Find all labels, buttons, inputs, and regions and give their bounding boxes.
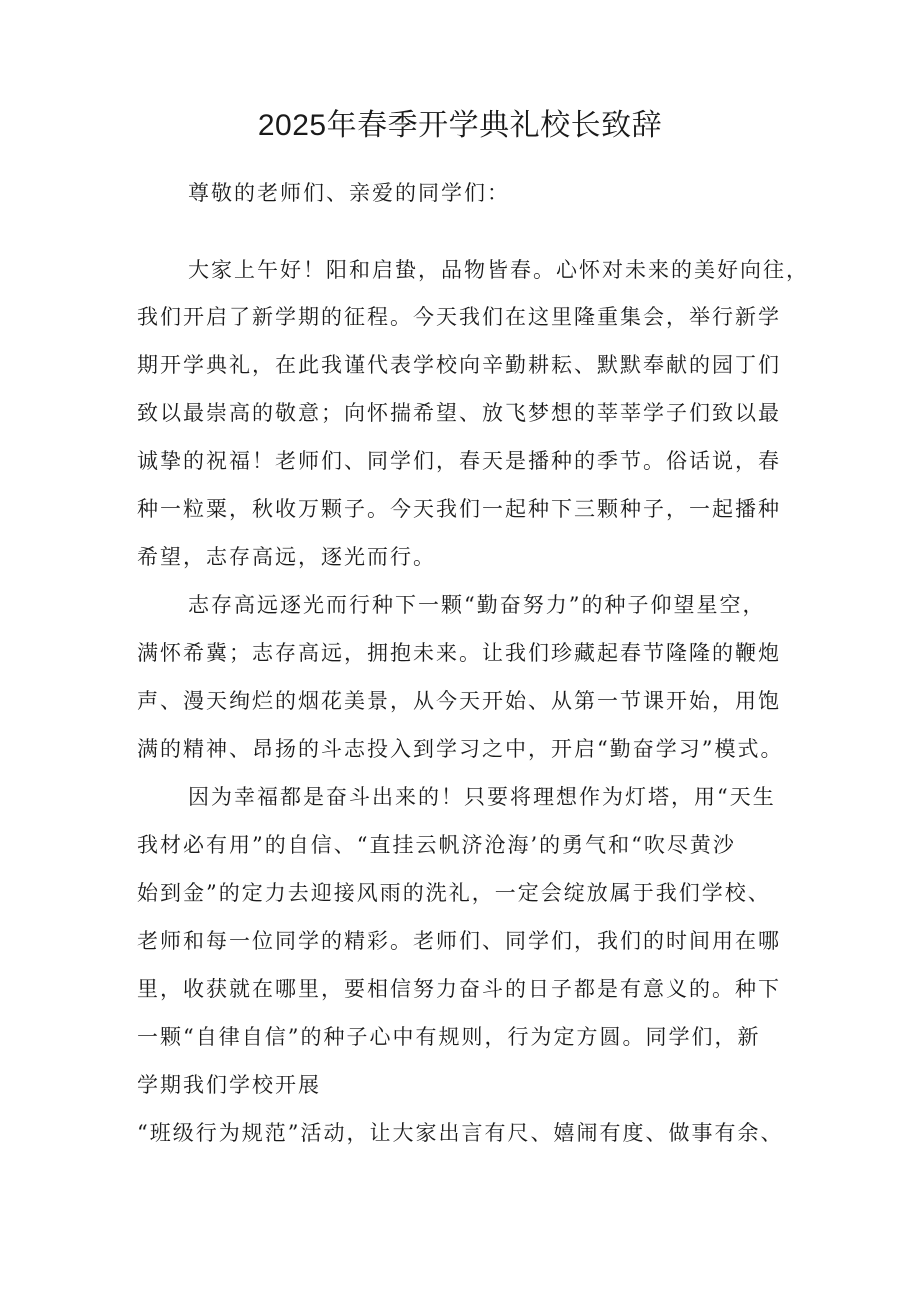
body-line: 老师和每一位同学的精彩。老师们、同学们，我们的时间用在哪 — [137, 929, 781, 953]
body-line: 里，收获就在哪里，要相信努力奋斗的日子都是有意义的。种下 — [137, 977, 781, 1001]
body-line: 希望，志存高远，逐光而行。 — [137, 545, 436, 569]
body-line: 大家上午好！阳和启蛰，品物皆春。心怀对未来的美好向往， — [188, 258, 809, 282]
body-line: 我材必有用”的自信、“直挂云帆济沧海’的勇气和“吹尽黄沙 — [137, 833, 736, 857]
body-line: 致以最崇高的敬意；向怀揣希望、放飞梦想的莘莘学子们致以最 — [137, 401, 781, 425]
body-line: 满怀希冀；志存高远，拥抱未来。让我们珍藏起春节隆隆的鞭炮 — [137, 641, 781, 665]
salutation-line: 尊敬的老师们、亲爱的同学们： — [188, 181, 510, 205]
body-line: “班级行为规范”活动，让大家出言有尺、嬉闹有度、做事有余、 — [137, 1121, 784, 1145]
body-line: 我们开启了新学期的征程。今天我们在这里隆重集会，举行新学 — [137, 305, 781, 329]
body-line: 声、漫天绚烂的烟花美景，从今天开始、从第一节课开始，用饱 — [137, 689, 781, 713]
document-title: 2025年春季开学典礼校长致辞 — [257, 109, 663, 142]
body-line: 因为幸福都是奋斗出来的！只要将理想作为灯塔，用“天生 — [188, 785, 776, 809]
body-line: 一颗“自律自信”的种子心中有规则，行为定方圆。同学们，新 — [137, 1025, 761, 1049]
body-line: 种一粒粟，秋收万颗子。今天我们一起种下三颗种子，一起播种 — [137, 497, 781, 521]
body-line: 始到金”的定力去迎接风雨的洗礼，一定会绽放属于我们学校、 — [137, 881, 771, 905]
body-line: 期开学典礼，在此我谨代表学校向辛勤耕耘、默默奉献的园丁们 — [137, 353, 781, 377]
body-line: 满的精神、昂扬的斗志投入到学习之中，开启“勤奋学习”模式。 — [137, 737, 784, 761]
body-line: 志存高远逐光而行种下一颗“勤奋努力”的种子仰望星空， — [188, 593, 766, 617]
body-line: 学期我们学校开展 — [137, 1073, 321, 1097]
body-line: 诚挚的祝福！老师们、同学们，春天是播种的季节。俗话说，春 — [137, 449, 781, 473]
